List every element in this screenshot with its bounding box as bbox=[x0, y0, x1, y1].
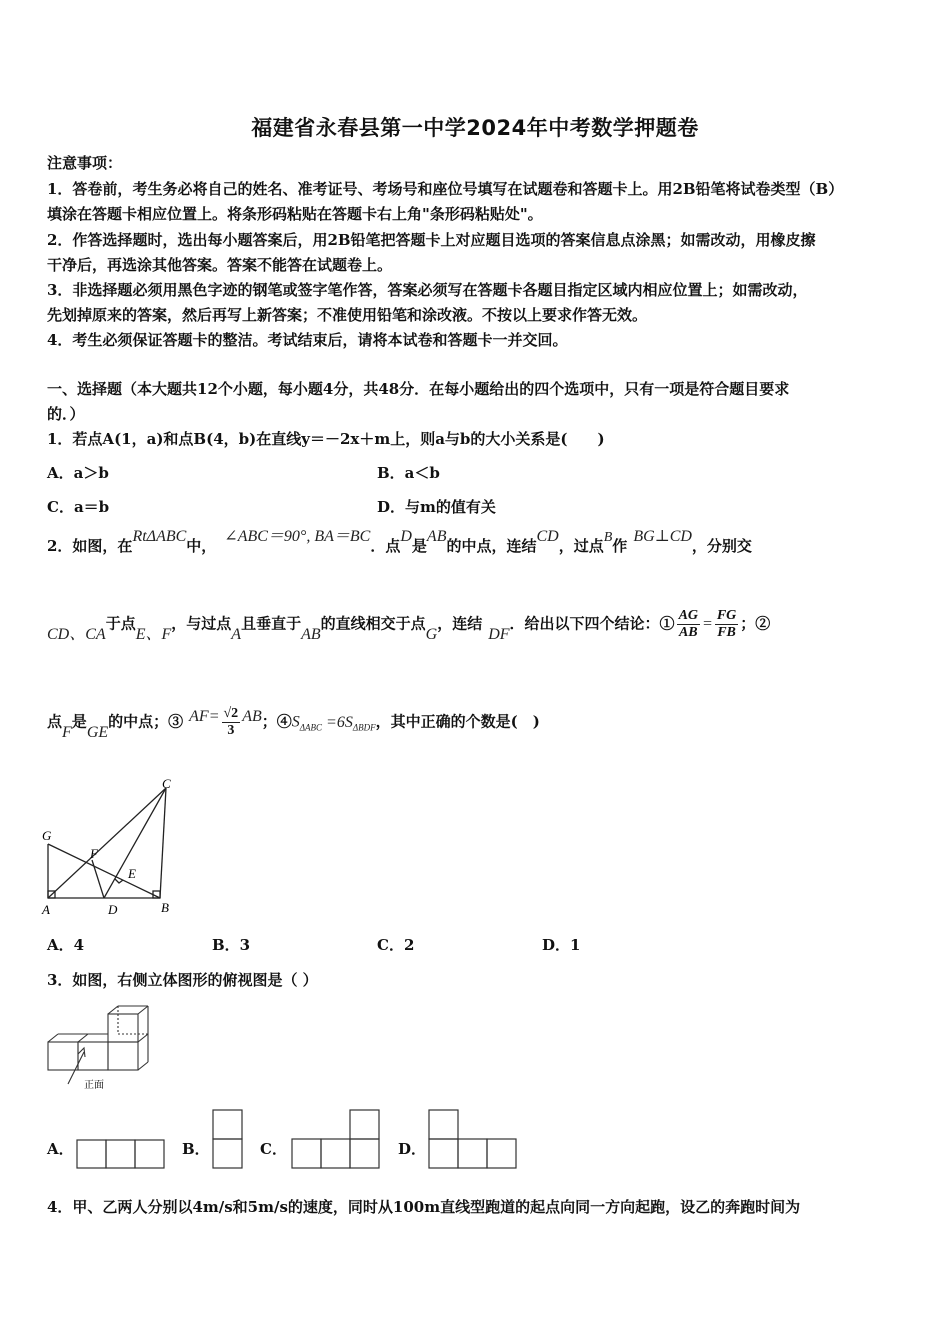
q2-text: ．给出以下四个结论：① bbox=[509, 614, 675, 633]
q2-option-d: D．1 bbox=[542, 936, 581, 954]
q1-option-c: C．a＝b bbox=[47, 498, 110, 516]
q2-math: = bbox=[702, 615, 713, 633]
q3-option-a-label: A． bbox=[47, 1140, 74, 1158]
q2-math: D bbox=[400, 528, 412, 545]
notice-line: 3．非选择题必须用黑色字迹的钢笔或签字笔作答，答案必须写在答题卡各题目指定区域内相应位置上；如需改动， bbox=[47, 281, 808, 299]
q2-math: AB bbox=[301, 625, 321, 643]
q4-stem: 4．甲、乙两人分别以4m/s和5m/s的速度，同时从100m直线型跑道的起点向同一方向起跑，设乙的奔跑时间为 bbox=[47, 1198, 801, 1216]
fraction-fg-fb: $\frac{FG}{FB}$ bbox=[716, 608, 737, 640]
q2-math: = bbox=[208, 707, 220, 725]
q2-option-b: B．3 bbox=[212, 936, 251, 954]
fraction-ag-ab: $\frac{AG}{AB}$ bbox=[678, 608, 699, 640]
q2-text: 的中点；③ bbox=[108, 712, 184, 731]
section-heading-cont: 的．） bbox=[47, 405, 85, 423]
label-c: C bbox=[162, 776, 171, 791]
q2-text: ；② bbox=[740, 614, 771, 633]
q2-text: ，过点 bbox=[558, 537, 604, 555]
q2-text: 2．如图，在 bbox=[47, 537, 133, 555]
q1-stem: 1．若点A(1，a)和点B(4，b)在直线y＝－2x＋m上，则a与b的大小关系是( ) bbox=[47, 430, 605, 448]
q2-text: 作 bbox=[612, 537, 628, 555]
notice-line: 干净后，再选涂其他答案。答案不能答在试题卷上。 bbox=[47, 256, 393, 274]
q2-math: AB bbox=[426, 528, 447, 545]
front-label: 正面 bbox=[84, 1080, 104, 1091]
q2-math: ∠ABC＝90°, BA＝BC bbox=[224, 528, 371, 545]
q2-text: 且垂直于 bbox=[241, 614, 302, 633]
q2-text: 是 bbox=[71, 712, 87, 731]
q1-option-a: A．a＞b bbox=[47, 464, 109, 482]
q2-math: BG⊥CD bbox=[633, 528, 692, 545]
q2-math: DF bbox=[488, 625, 510, 643]
q3-option-d-label: D． bbox=[398, 1140, 427, 1158]
q2-text: ；④ bbox=[261, 712, 292, 731]
q2-line2 bbox=[47, 608, 770, 641]
q1-option-d: D．与m的值有关 bbox=[377, 498, 496, 516]
notice-line: 2．作答选择题时，选出每小题答案后，用2B铅笔把答题卡上对应题目选项的答案信息点涂黑；如需改动，用橡皮擦 bbox=[47, 231, 816, 249]
label-f: F bbox=[90, 846, 98, 861]
q2-text: ，分别交 bbox=[691, 537, 752, 555]
notice-line: 1．答卷前，考生务必将自己的姓名、准考证号、考场号和座位号填写在试题卷和答题卡上。用2B铅笔将试卷类型（B） bbox=[47, 180, 844, 198]
segment-df bbox=[92, 860, 104, 898]
q2-text: 于点 bbox=[105, 614, 136, 633]
q1-option-b: B．a＜b bbox=[377, 464, 440, 482]
label-a: A bbox=[42, 902, 50, 917]
q2-line1 bbox=[47, 528, 752, 556]
notice-line: 4．考生必须保证答题卡的整洁。考试结束后，请将本试卷和答题卡一并交回。 bbox=[47, 331, 568, 349]
q2-text: 的直线相交于点 bbox=[320, 614, 426, 633]
q2-text: 中， bbox=[186, 537, 217, 555]
q3-solid-figure bbox=[44, 1002, 159, 1097]
q2-math-sub: ΔABC bbox=[299, 722, 323, 733]
label-b: B bbox=[161, 900, 169, 915]
notice-line: 先划掉原来的答案，然后再写上新答案；不准使用铅笔和涂改液。不按以上要求作答无效。 bbox=[47, 306, 648, 324]
q2-math: G bbox=[425, 625, 438, 643]
q2-math: E、F bbox=[135, 625, 172, 643]
q2-text: 是 bbox=[411, 537, 427, 555]
q2-text: 点 bbox=[47, 712, 63, 731]
page-title: 福建省永春县第一中学2024年中考数学押题卷 bbox=[251, 116, 699, 140]
q2-math: =6S bbox=[326, 713, 353, 731]
q2-option-c: C．2 bbox=[377, 936, 415, 954]
q2-text: 的中点，连结 bbox=[446, 537, 537, 555]
q2-math: GE bbox=[86, 723, 109, 741]
q2-text: ．点 bbox=[370, 537, 401, 555]
q2-line3 bbox=[47, 706, 540, 739]
q2-math-sub: ΔBDF bbox=[352, 722, 376, 733]
label-d: D bbox=[108, 902, 118, 917]
q3-option-b-figure bbox=[211, 1108, 245, 1170]
q2-text: ，与过点 bbox=[171, 614, 232, 633]
label-e: E bbox=[128, 866, 136, 881]
segment-cd bbox=[104, 788, 166, 898]
q3-option-a-figure bbox=[76, 1138, 166, 1170]
q2-triangle-figure bbox=[40, 772, 190, 922]
q2-text: ，连结 bbox=[437, 614, 483, 633]
label-g: G bbox=[42, 828, 52, 843]
q3-option-c-label: C． bbox=[260, 1140, 287, 1158]
q2-math: S bbox=[291, 713, 300, 731]
segment-ac bbox=[48, 788, 166, 898]
segment-gb bbox=[48, 844, 160, 898]
notice-line: 填涂在答题卡相应位置上。将条形码粘贴在答题卡右上角"条形码粘贴处"。 bbox=[47, 205, 543, 223]
q2-math: F bbox=[62, 723, 72, 741]
q2-math: RtΔABC bbox=[132, 528, 187, 545]
q2-math: AB bbox=[242, 707, 262, 725]
q3-stem: 3．如图，右侧立体图形的俯视图是（ ） bbox=[47, 971, 318, 989]
q2-math: AF bbox=[189, 707, 209, 725]
q2-math: CD bbox=[536, 528, 559, 545]
notice-heading: 注意事项： bbox=[47, 154, 123, 172]
q2-math: A bbox=[231, 625, 242, 643]
q2-option-a: A．4 bbox=[47, 936, 85, 954]
q3-option-b-label: B． bbox=[182, 1140, 210, 1158]
q3-option-c-figure bbox=[290, 1108, 382, 1170]
fraction-sqrt2-3: $\frac{√2}{3}$ bbox=[223, 706, 239, 738]
q2-math: CD、CA bbox=[47, 625, 106, 643]
q2-math: B bbox=[603, 530, 613, 545]
segment-bc bbox=[160, 788, 166, 898]
section-heading: 一、选择题（本大题共12个小题，每小题4分，共48分．在每小题给出的四个选项中，只有一项是符合题目要求 bbox=[47, 380, 790, 398]
q2-text: ，其中正确的个数是( ) bbox=[375, 712, 540, 731]
q3-option-d-figure bbox=[427, 1108, 521, 1170]
